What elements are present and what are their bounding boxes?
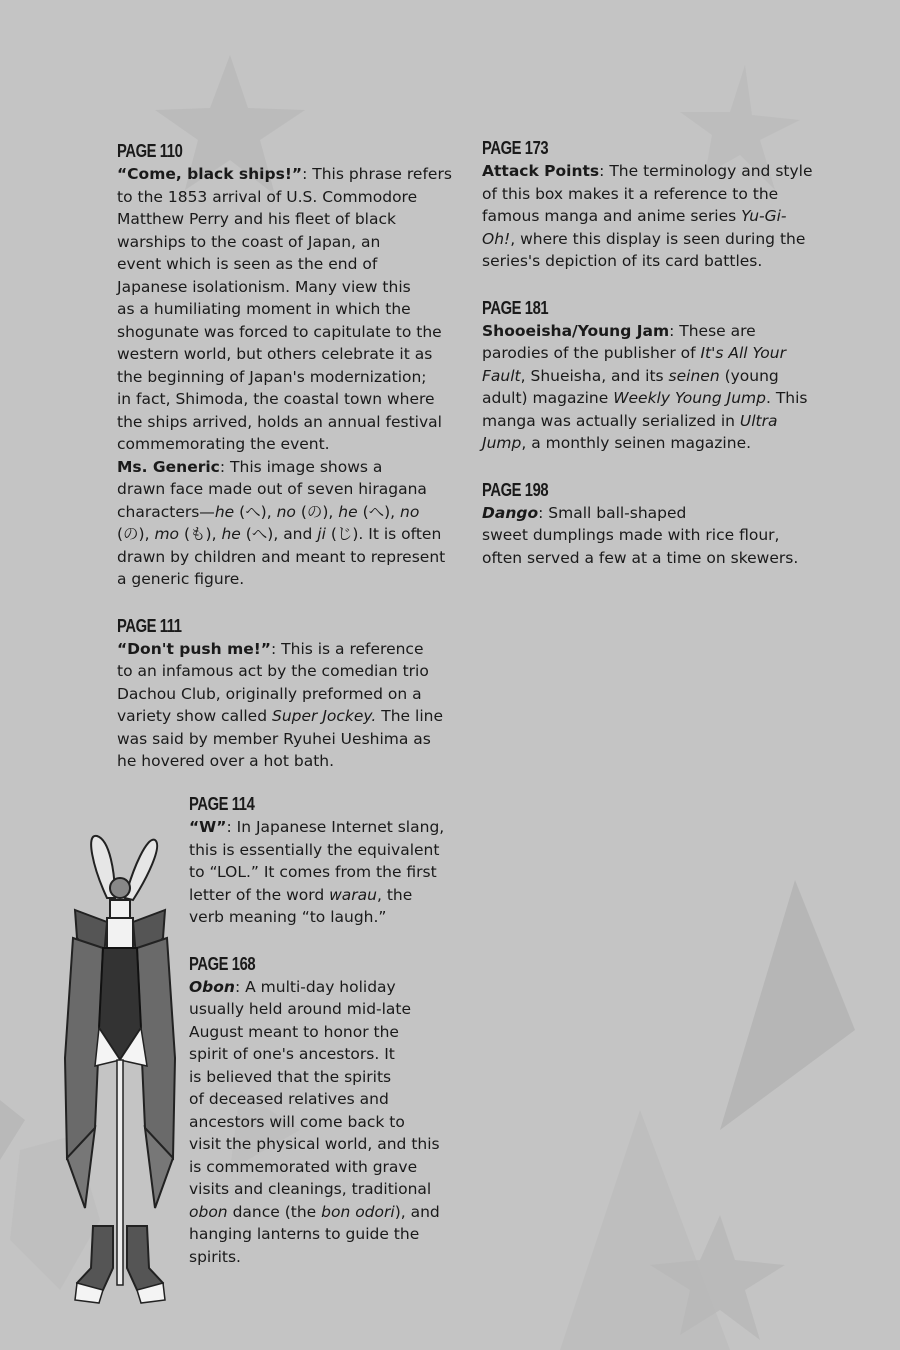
entry-body [482, 502, 827, 570]
text-run: of deceased relatives and [189, 1090, 389, 1108]
italic-text: mo [154, 525, 180, 543]
page-heading: PAGE 198 [482, 479, 549, 500]
page-heading: PAGE 173 [482, 138, 549, 158]
text-run: characters— [117, 502, 215, 521]
text-run: is commemorated with grave [189, 1157, 418, 1176]
glossary-entry-page-173 [482, 137, 827, 273]
text-run: in fact, Shimoda, the coastal town where [117, 390, 435, 408]
text-run: : This image shows a [219, 457, 383, 476]
text-run: . This [765, 389, 808, 407]
text-run: of this box makes it a reference to the [482, 184, 779, 203]
text-run: visit the physical world, and this [189, 1135, 440, 1153]
left-column [117, 140, 462, 797]
entry-paragraph [117, 638, 462, 773]
text-run: , Shueisha, and its [520, 366, 669, 385]
lower-left-column [189, 793, 464, 1292]
text-run: variety show called [117, 707, 272, 725]
glossary-entry-page-198 [482, 479, 827, 570]
text-run: (も), [179, 525, 222, 543]
italic-text: bon odori [321, 1202, 395, 1221]
entry-paragraph [189, 816, 464, 929]
text-run: The line [376, 707, 443, 725]
text-run: to “LOL.” It comes from the first [189, 863, 437, 881]
text-run: : The terminology and style [599, 162, 813, 180]
italic-text: ji [317, 525, 326, 543]
glossary-entry-page-168 [189, 953, 464, 1269]
text-run: spirits. [189, 1247, 241, 1266]
italic-text: he [221, 525, 241, 543]
italic-text: he [338, 502, 358, 521]
entry-paragraph [189, 976, 464, 1269]
glossary-entry-page-110 [117, 140, 462, 591]
glossary-entry-page-114 [189, 793, 464, 929]
text-run: western world, but others celebrate it as [117, 345, 433, 363]
text-run: letter of the word [189, 885, 330, 904]
text-run: (へ), [234, 502, 277, 521]
italic-text: Fault [482, 366, 521, 385]
text-run: : In Japanese Internet slang, [226, 818, 445, 836]
italic-text: Jump [482, 434, 522, 452]
text-run: is believed that the spirits [189, 1067, 392, 1086]
entry-body [482, 160, 827, 273]
text-run: commemorating the event. [117, 435, 330, 453]
text-run: parodies of the publisher of [482, 344, 701, 362]
text-run: the ships arrived, holds an annual festival [117, 412, 442, 431]
italic-text: Yu-Gi- [741, 207, 787, 225]
text-run: (の), [117, 525, 155, 543]
italic-text: he [214, 502, 235, 521]
right-column [482, 137, 827, 593]
text-run: (young [719, 366, 779, 385]
text-run: (へ), and [240, 525, 318, 543]
text-run: : Small ball-shaped [538, 503, 687, 522]
italic-text: no [400, 502, 420, 521]
page-heading: PAGE 168 [189, 953, 256, 974]
italic-text: Weekly Young Jump [613, 389, 766, 407]
text-run: famous manga and anime series [482, 207, 742, 225]
text-run: Matthew Perry and his fleet of black [117, 210, 396, 228]
text-run: was said by member Ryuhei Ueshima as [117, 729, 431, 748]
text-run: as a humiliating moment in which the [117, 300, 411, 318]
entry-body [189, 816, 464, 929]
bunny-outfit-illustration [55, 828, 185, 1308]
text-run: (じ). It is often [325, 525, 442, 543]
text-run: a generic figure. [117, 570, 245, 588]
text-run: drawn face made out of seven hiragana [117, 480, 427, 498]
text-run: warships to the coast of Japan, an [117, 232, 381, 251]
term: Dango [482, 503, 539, 522]
page-heading: PAGE 110 [117, 141, 183, 161]
text-run: hanging lanterns to guide the [189, 1225, 420, 1243]
text-run: visits and cleanings, traditional [189, 1180, 432, 1198]
italic-text: Oh! [482, 229, 511, 248]
term: “Don't push me!” [117, 639, 271, 658]
term: Obon [189, 977, 235, 996]
italic-text: obon [189, 1202, 228, 1221]
text-run: to an infamous act by the comedian trio [117, 662, 429, 680]
italic-text: no [276, 502, 296, 521]
italic-text: warau [329, 885, 377, 904]
italic-text: Super Jockey. [272, 707, 377, 725]
text-run: shogunate was forced to capitulate to the [117, 322, 442, 341]
text-run: , the [376, 885, 413, 904]
glossary-entry-page-181 [482, 297, 827, 455]
entry-body [117, 163, 462, 591]
text-run: series's depiction of its card battles. [482, 252, 763, 270]
page-heading: PAGE 181 [482, 297, 549, 318]
term: Attack Points [482, 162, 600, 180]
text-run: drawn by children and meant to represent [117, 547, 446, 566]
text-run: (へ), [357, 502, 401, 521]
term: Shooeisha/Young Jam [482, 321, 670, 340]
text-run: he hovered over a hot bath. [117, 752, 335, 770]
italic-text: It's All Your [700, 344, 786, 362]
text-run: Japanese isolationism. Many view this [117, 277, 411, 296]
entry-paragraph [482, 320, 827, 455]
text-run: , a monthly seinen magazine. [521, 434, 752, 452]
text-run: Dachou Club, originally preformed on a [117, 684, 422, 703]
text-run: usually held around mid-late [189, 1000, 412, 1018]
text-run: , where this display is seen during the [510, 229, 806, 248]
entry-body [117, 638, 462, 773]
text-run: August meant to honor the [189, 1022, 399, 1041]
text-run: event which is seen as the end of [117, 255, 378, 273]
entry-body [189, 976, 464, 1269]
text-run: often served a few at a time on skewers. [482, 548, 799, 567]
term: Ms. Generic [117, 457, 220, 476]
text-run: : A multi-day holiday [234, 977, 396, 996]
text-run: verb meaning “to laugh.” [189, 908, 387, 926]
entry-body [482, 320, 827, 455]
page-heading: PAGE 111 [117, 615, 182, 636]
text-run: (の), [295, 502, 339, 521]
italic-text: Ultra [739, 411, 778, 430]
text-run: : These are [669, 321, 756, 340]
entry-paragraph [482, 502, 827, 570]
text-run: sweet dumplings made with rice flour, [482, 526, 780, 544]
glossary-entry-page-111 [117, 615, 462, 773]
triangle-shape [720, 880, 855, 1130]
text-run: this is essentially the equivalent [189, 840, 440, 859]
text-run: to the 1853 arrival of U.S. Commodore [117, 187, 418, 206]
entry-paragraph [482, 160, 827, 273]
term: “Come, black ships!” [117, 165, 303, 183]
entry-paragraph [117, 456, 462, 591]
text-run: adult) magazine [482, 389, 614, 407]
term: “W” [189, 818, 227, 836]
text-run: ancestors will come back to [189, 1112, 405, 1131]
text-run: spirit of one's ancestors. It [189, 1045, 395, 1063]
page-heading: PAGE 114 [189, 794, 255, 814]
entry-paragraph [117, 163, 462, 456]
text-run: dance (the [227, 1202, 322, 1221]
italic-text: seinen [668, 366, 720, 385]
text-run: : This phrase refers [302, 165, 452, 183]
text-run: ), and [394, 1202, 440, 1221]
text-run: manga was actually serialized in [482, 411, 740, 430]
text-run: the beginning of Japan's modernization; [117, 367, 427, 386]
text-run: : This is a reference [271, 639, 424, 658]
